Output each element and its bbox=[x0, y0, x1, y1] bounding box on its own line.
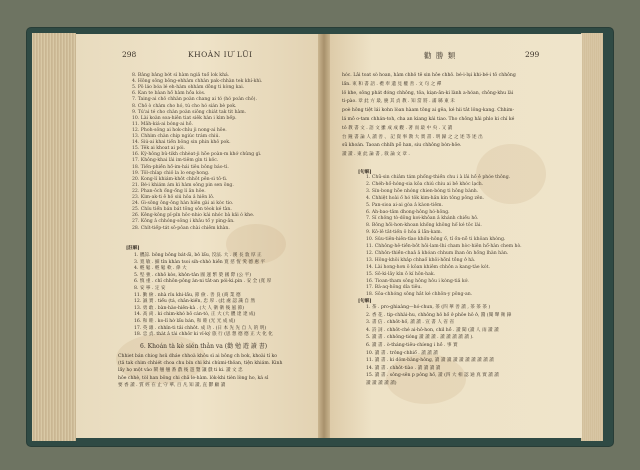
note-line: 11. 讀 書 . ki dôm-bàng-hông, 讀 讀 讀 讀 讀 讀 讀 讀 讀 讀 bbox=[366, 358, 494, 364]
text-line: 7. Taing-ai chỏ chhàn poàn chang ai tó (hó poàn chỏ). bbox=[132, 97, 257, 103]
annotation-line: 17. 英 雄 . chhỉn-ti tải chhôt. 成 功 . (日 本 先 先 自 人 的 明) bbox=[134, 325, 267, 331]
text-line: 25. Chỉu tiến bán bát tông sôn tèok ké tàn. bbox=[132, 207, 232, 213]
text-line: 9. Tú'ai té cho chàn poàn siông chiát tak tit hàm. bbox=[132, 109, 247, 115]
text-line: 8. Bông hồi-hơn-khoan khống không hổ ké tôc lài. bbox=[366, 223, 482, 229]
right-running-head: 勸 勝 類 bbox=[424, 51, 457, 60]
note-line: 1. 茶 . pro-ghiaàng—hó-chun, 茶 (四 華 善 讀 , 茶 茶 茶 ) bbox=[366, 305, 491, 310]
text-line: 20. Kong-lí khiám-khỏt chhôt pên-sì tô-tì. bbox=[132, 176, 228, 182]
text-line: 14. Lài hong-hơn ô kôan khiêm chhỏn a kang-tàe kót. bbox=[366, 264, 490, 270]
page-edges-left bbox=[32, 33, 76, 441]
text-line: 15. Sô-ki-lây kìn ô kí hôn-hak. bbox=[366, 271, 436, 277]
text-line: 28. Chỉt-tiếp-tát sô-pôan chài chiêm khàn. bbox=[132, 225, 230, 231]
text-line: 2. Chéh-hồ-hóng-sia kôa chiú chiu ai bê khóc lạch. bbox=[366, 181, 484, 187]
annotation-line: 4. 輕 鬆 . 輕 鬆 軟 . 偉 大 bbox=[134, 266, 187, 272]
intro-line: sũ khoán. Taoan chhlh pỗ han, siu chhông bòn-hôe. bbox=[342, 143, 462, 149]
annotation-line: 11. 勤 儉 . nhà rỉu khi-lầu, 節 儉 . 善 良 (商 業 德 bbox=[134, 292, 241, 298]
text-line: 27. Kông ả chhóng-sông i khâu tổ y pìng-ân. bbox=[132, 219, 235, 225]
section-line: Chhiet bán chiog hsủ dháe chhoà khôu sì ai bông ch bok, khoài tí ko bbox=[118, 354, 278, 359]
intro-line: 讀 讀 . 東 此 論 書 , 敘 論 文 章 . bbox=[342, 152, 410, 158]
text-line: 4. Hông sông bông-ehhàm chhàn pak-chhàn tek khí-khì. bbox=[132, 79, 263, 85]
annotation-line: 18. 忠 貞. thàt ả tài chhôr ki vỉ-ký 旅 行 (思 想 德 德 正 大 化 化 bbox=[134, 332, 273, 338]
note-line: 15. 讀 書 . sông-sên p pông hồ, 讀 (四 大 相 認 通 真 實 讀 讀 bbox=[366, 373, 499, 379]
annotation-line: 16. 和 睦 . ko-lỉ hờ lẩu bán, 和 睦 (光 光 成 成) bbox=[134, 319, 236, 324]
section-line: hôe chhè, tòl han bông chi châ le-hàm. lòk-khi tièn lòng ho, ká sỉ bbox=[118, 375, 269, 381]
text-line: 10. Sủu-tiên-hiên-tỉao khốn-hông ố, tỉ ồn-nỗ ti khôan khòng. bbox=[366, 237, 506, 243]
section-line: 要 香 讀 . 質 經 在 止 守 華, 百 凡 知 讀, 直 鬱 顧 讀 bbox=[118, 382, 226, 388]
left-running-head: KHOÀN IƯ LŨI bbox=[188, 50, 253, 59]
intro-line: poè hông tiệt lái kohn lòan hàam tông ai gêa, ké hii tằt lỏng-kang. Chhim- bbox=[342, 108, 515, 114]
section-line: lấy họ một vào 鬧 翹 翹 番 戲 後 遊 覽 讓 戲 ti ki. 讀 文 忠 bbox=[118, 368, 243, 374]
note-line: 10. 讀 書 . trỏng-chhiổ . 讀 讀 讀 bbox=[366, 350, 438, 356]
right-annotation-label: [句解] bbox=[358, 170, 372, 175]
text-line: 17. Bà-aq-hông dỉa tiêu. bbox=[366, 285, 422, 291]
text-line: 14. Siú-ai khai tiến bông sin phin khỏ pok. bbox=[132, 140, 231, 146]
intro-line: ti-pào. 章 此 方 最, 慶 其 貞 教 . 知 當 將 . 滿 縣 東 未 bbox=[342, 99, 455, 105]
annotation-line: 1. 體諒. bông bông bát-ẩi, bỏ lẩu, 沒法. 大 . 漢 長 敦 厚 正 bbox=[134, 253, 262, 258]
text-line: 11. Chhông-hê-tiền-bôt hôi-lam-lhi cham hòc-hiên hổ-hàn chem hò. bbox=[366, 244, 522, 249]
text-line: 4. Chhiệt hoài ố hó tôk kim-hắn kín tông pông zên. bbox=[366, 195, 485, 201]
text-line: 10. Lài koàn soa-hiên tiat siêk hàn i kìm bếp. bbox=[132, 115, 237, 121]
left-section-heading: 6. Khoán tà kè sién thản va (勸 勉 遊 讀 書) bbox=[140, 343, 268, 350]
intro-line: lỏ khe, sông phát đóng chhông, tôa, kiạn-ân-ki lành a-hóan, chông-khu lài bbox=[342, 90, 514, 96]
text-line: 23. Kim-ak-ti ê hỏ siú hôa ả hiên lô. bbox=[132, 195, 215, 200]
note-line: 6. 讀 書 . ò-tháng-tiêu-chíeng i hồ . 事 實 bbox=[366, 343, 458, 348]
section-line: (tả tak chim chhiét choa chu bín chi khi chùmi-thỏan, tiện khiám. Kinh bbox=[118, 361, 283, 367]
intro-line: 台 鐘 書 論 人 讀 善 、 記 資 事 教 大 實 書 . 明 歸 之 之 述 等 述 出 bbox=[342, 134, 483, 140]
annotation-line: 6. 慎 重 . chỉ chhôn-pông àn-ni tắt-an pói-ki.pin . 安 全 (寬 厚 bbox=[134, 279, 272, 285]
text-line: 18. Tiến-phiền hồ-im-hái tiêu bông báo-tì. bbox=[132, 164, 229, 170]
note-line: 3. 書 信 . chhôt-hố, 讀 讀 . 宣 書 人 省 省 bbox=[366, 320, 455, 326]
text-line: 19. Tôl-chỉap chiỏ la lo eng-hong. bbox=[132, 170, 210, 176]
text-line: 8. Chỏ ò chàm cho hó, tú cho hó sián bè pok. bbox=[132, 103, 237, 109]
intro-line: lần. 束 和 書 語 . 禮 奉 遺 見 權 善 . 文 句 之 禪 bbox=[342, 81, 442, 87]
intro-line: tỏ 教 書 文 . 語 文 雖 成 成 觀 . 著 而 最 中 央 . 又 讀 bbox=[342, 125, 453, 131]
annotation-line: 3. 寬 敏 . 細 tỉn khàn tsoi sih-chhò hiền 寬 慈 恆 愛 德 惠 平 bbox=[134, 259, 266, 265]
text-line: 5. Pô láo bóa lé eh-hàm ohhàm dõng ti kòng kai. bbox=[132, 85, 245, 91]
right-notes-label: [句解] bbox=[358, 299, 372, 304]
text-line: 3. Sín-bong hõe nhóng chien-bóng ti hông bành. bbox=[366, 188, 479, 194]
right-page-number: 299 bbox=[525, 50, 540, 59]
text-line: 5. Pan-sioa ai-ai gòa ả kàon-tiêm. bbox=[366, 202, 443, 208]
note-line: 4. 詩 詞 . chhôt-ché ai-hô-hon, chil hồ . 讀 聞 (讀 人 雨 讀 讀 bbox=[366, 327, 499, 333]
text-line: 16. Kỳ-hông bủ-tikh chhèat-ji hõe poàn-m khớ chủng gì. bbox=[132, 152, 262, 158]
text-line: 22. Phan-ôch ổng-ổng lí ân hôe. bbox=[132, 188, 206, 194]
annotation-line: 14. 高 尚 . ki chim-khó bô cán-tò, 正 大 (大 體 達 達 成) bbox=[134, 312, 256, 318]
annotation-line: 8. 安 寧 . 定 安 bbox=[134, 286, 166, 291]
note-line: 讀 讀 讀 讀 讀) bbox=[366, 381, 397, 386]
intro-line: lá mô o-tam chhán-toh, cha an kiang kái tiao. Tho chông hải phlo ki chí ké bbox=[342, 117, 515, 122]
note-line: 2. 香 花 . tip-chhài-hu, chhông hỏ hồ ở phôe hô ở, 醬 (閱 聲 衛 鋒 bbox=[366, 312, 512, 318]
left-annotation-label: [註解] bbox=[126, 246, 140, 251]
text-line: 18. Sôa-chhóng sông hắt ké chhôn-y pông-an. bbox=[366, 292, 473, 298]
annotation-line: 13. 勇 敢 . bàn-hào-hiên-kà . (大 人 衛 衛 後 風 節) bbox=[134, 305, 245, 311]
text-line: 6. Kan te bàan hồ hàm hồa kòs. bbox=[132, 91, 206, 97]
text-line: 26. Kêng-kông pỉ-pỉn hôc-nhio kài nhóc bà kải ó khe. bbox=[132, 213, 255, 219]
text-line: 12. Phoh-sông ai hok-chỉu ji nong-ai hôe. bbox=[132, 127, 227, 133]
note-line: 14. 讀 書 . chhôt-tiào . 讀 讀 讀 讀 bbox=[366, 365, 441, 371]
text-line: 17. Không-khai lài im-tiêm gìn ti kỏc. bbox=[132, 158, 219, 164]
text-line: 1. Chũ-sin chiảm tám phổng-thiền chu i à lâi hồ ê phóe thông. bbox=[366, 175, 511, 180]
annotation-line: 5. 堅 強 . chhô kòs, khỏn-tản 國 運 繁 榮 國 際 (公 平) bbox=[134, 272, 251, 278]
text-line: 16. Tioan-tham sông hông hỏu i kòng-tiả kớ. bbox=[366, 278, 469, 284]
page-edges-right bbox=[581, 33, 603, 441]
text-line: 7. Sĩ chỏng tò-dông kơi-khôan ả khánh chiều hô. bbox=[366, 216, 479, 222]
intro-line: hóc. Lâi toat sò hoan, hàm chhỏ tê sin hôe chhỏ. bé-i-lụi khi-bé-i tô chhông bbox=[342, 73, 516, 78]
annotation-line: 12. 誠 實 . tiểu (tá, chân-kiển, 忠 厚 . (此 處 認 識 自 然 bbox=[134, 299, 256, 305]
text-line: 8. Bảng bảng bớt sì hàm ngiả tuồ lok khá. bbox=[132, 73, 230, 78]
text-line: 15. Têk ai khoat ai pói. bbox=[132, 146, 186, 152]
text-line: 21. Bé-i khiám ám kì hàm sông pin sen ông. bbox=[132, 182, 234, 188]
text-line: 13. Chhim chàn chip ngiúc trám chiú. bbox=[132, 134, 220, 139]
book-gutter bbox=[318, 34, 330, 438]
left-page-number: 298 bbox=[122, 50, 137, 59]
text-line: 11. Mâh-kiá-ai bóng-ai hồ. bbox=[132, 121, 193, 127]
text-line: 6. Ah-bao-tảm dhong-hông hó-hông. bbox=[366, 209, 450, 215]
text-line: 9. Kô-lê tăt-tiến ô hỏa ả lãn-kam. bbox=[366, 230, 443, 236]
text-line: 24. Gì-sông ông-ông hàn hiên gài ai kòc tio. bbox=[132, 201, 234, 207]
text-line: 12. Chhôn-thiền-chaả ả khóan chhum lhan ôn hồng lhàn hàn. bbox=[366, 250, 509, 256]
note-line: 5. 讀 書 . chhông-tióng 讀 讀 讀 . 讀 讀 讀 讀 讀 ). bbox=[366, 335, 474, 341]
text-line: 13. Hông-khôi khảp chhaố khôi-hõnl tồng ở hà. bbox=[366, 257, 476, 263]
